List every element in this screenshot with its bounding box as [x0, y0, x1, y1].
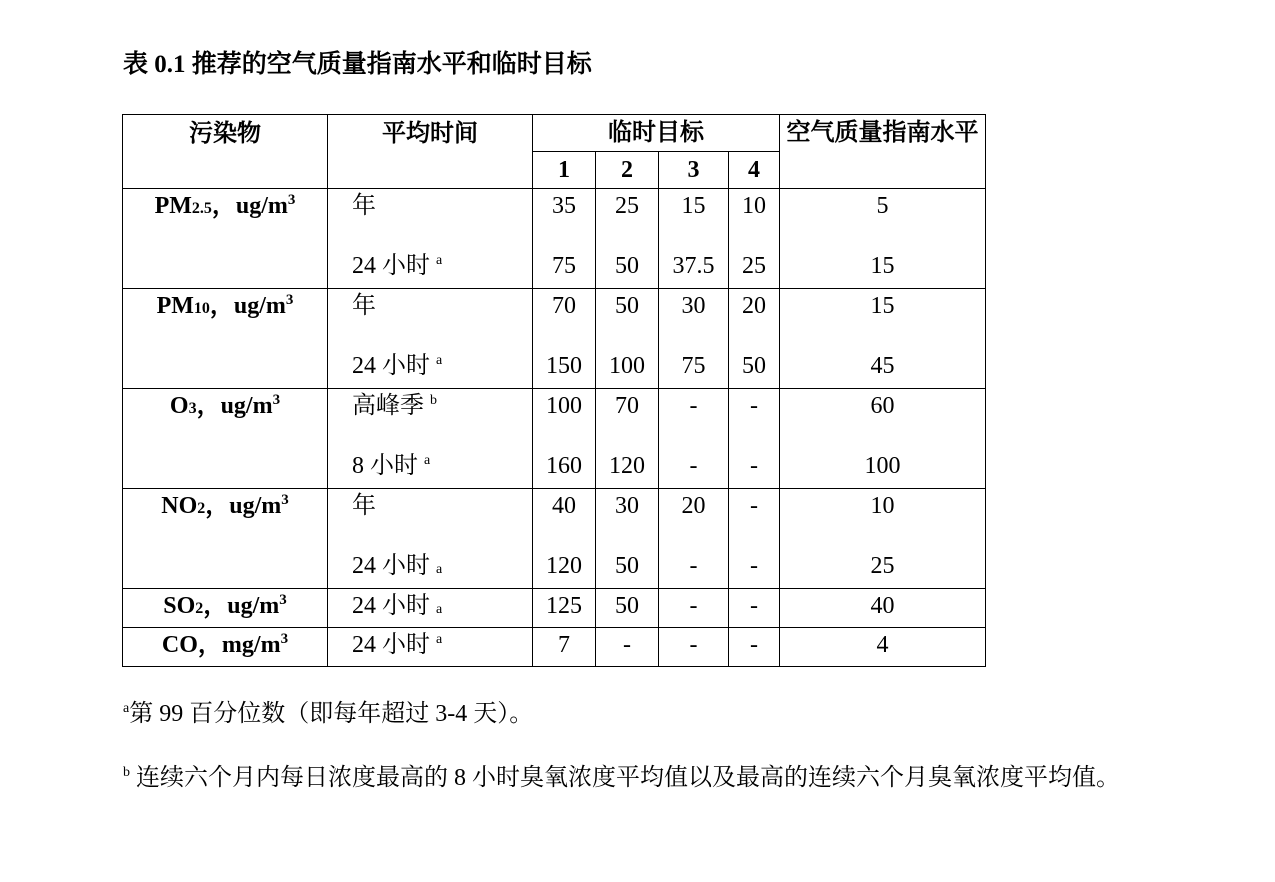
averaging-time-stack: [340, 489, 532, 588]
pollutant-line: [123, 491, 327, 524]
averaging-time-label: 24 小时: [352, 593, 430, 619]
pollutant-line: [123, 291, 327, 324]
value: 20: [681, 493, 706, 519]
header-target-4: 4: [729, 152, 780, 189]
interim-target-1-cell: [533, 189, 596, 289]
footnote-ref: a: [436, 562, 443, 577]
pollutant-unit: ，ug/m: [211, 193, 288, 219]
value: 15: [681, 193, 706, 219]
value-stack: [729, 289, 779, 388]
averaging-time-cell: [328, 628, 533, 667]
value: 10: [870, 493, 895, 519]
value-stack: [780, 289, 985, 388]
interim-target-3-cell: [659, 189, 729, 289]
averaging-time-label: 8 小时: [352, 453, 418, 479]
value-stack: [659, 389, 728, 488]
interim-target-3-cell: [659, 389, 729, 489]
averaging-time-label: 高峰季: [352, 393, 424, 419]
value-stack: [729, 628, 779, 666]
value: 50: [615, 553, 639, 579]
pollutant-cell: [123, 189, 328, 289]
table-row: [123, 628, 986, 667]
averaging-time-stack: [340, 289, 532, 388]
pollutant-cell: [123, 589, 328, 628]
averaging-time-line: [352, 591, 532, 625]
header-target-3: 3: [659, 152, 729, 189]
value: 70: [552, 293, 576, 319]
aqg-level-cell: [780, 628, 986, 667]
value-stack: [533, 489, 595, 588]
value: -: [689, 553, 698, 579]
interim-target-4-cell: [729, 389, 780, 489]
value-stack: [729, 489, 779, 588]
averaging-time-cell: [328, 489, 533, 589]
value-stack: [780, 189, 985, 288]
pollutant-subscript: 2: [197, 500, 206, 517]
air-quality-table: [122, 114, 986, 667]
pollutant-label: [123, 289, 327, 388]
table-row: [123, 589, 986, 628]
value: 50: [742, 353, 766, 379]
interim-target-1-cell: [533, 489, 596, 589]
averaging-time-line: [352, 251, 532, 281]
interim-target-4-cell: [729, 189, 780, 289]
interim-target-4-cell: [729, 589, 780, 628]
pollutant-line: [123, 591, 327, 624]
value: 10: [742, 193, 766, 219]
table-row: [123, 189, 986, 289]
value: 50: [615, 293, 639, 319]
footnote-a: [123, 696, 533, 732]
value: 150: [546, 353, 582, 379]
averaging-time-stack: [340, 189, 532, 288]
value: -: [750, 632, 758, 658]
value: 45: [870, 353, 895, 379]
value: 30: [681, 293, 706, 319]
value-stack: [659, 489, 728, 588]
pollutant-unit-exponent: 3: [272, 392, 281, 408]
averaging-time-label: 年: [352, 293, 376, 319]
value: 20: [742, 293, 766, 319]
header-target-2: 2: [596, 152, 659, 189]
value: 100: [609, 353, 645, 379]
value-stack: [596, 589, 658, 627]
averaging-time-line: [352, 291, 532, 321]
averaging-time-line: [352, 551, 532, 585]
interim-target-4-cell: [729, 628, 780, 667]
value-stack: [596, 289, 658, 388]
value-stack: [729, 589, 779, 627]
pollutant-subscript: 3: [188, 400, 197, 417]
value: 50: [615, 593, 639, 619]
pollutant-unit: ，ug/m: [203, 593, 280, 619]
interim-target-2-cell: [596, 589, 659, 628]
value-stack: [780, 589, 985, 627]
pollutant-line: [123, 391, 327, 424]
pollutant-cell: [123, 628, 328, 667]
aqg-level-cell: [780, 589, 986, 628]
table-body: [123, 189, 986, 667]
value-stack: [659, 289, 728, 388]
pollutant-unit: ，mg/m: [197, 632, 281, 658]
value-stack: [659, 189, 728, 288]
value: -: [689, 632, 698, 658]
header-target-1: 1: [533, 152, 596, 189]
value: 70: [615, 393, 639, 419]
value-stack: [596, 189, 658, 288]
value: 25: [870, 553, 895, 579]
pollutant-label: [123, 589, 327, 627]
footnote-ref: a: [436, 253, 443, 268]
pollutant-unit-exponent: 3: [279, 592, 287, 608]
interim-target-2-cell: [596, 389, 659, 489]
averaging-time-line: [352, 630, 532, 660]
value-stack: [780, 389, 985, 488]
value: -: [623, 632, 631, 658]
value-stack: [533, 189, 595, 288]
value-stack: [533, 589, 595, 627]
footnote-mark-a: a: [123, 701, 130, 716]
value: 120: [546, 553, 582, 579]
pollutant-label: [123, 628, 327, 666]
averaging-time-cell: [328, 189, 533, 289]
pollutant-subscript: 10: [193, 300, 210, 317]
value-stack: [533, 389, 595, 488]
pollutant-line: [123, 630, 327, 663]
footnote-ref: a: [436, 632, 443, 647]
pollutant-cell: [123, 389, 328, 489]
value: 25: [742, 253, 766, 279]
value: 7: [558, 632, 570, 658]
value-stack: [729, 189, 779, 288]
interim-target-1-cell: [533, 628, 596, 667]
value: 15: [870, 253, 895, 279]
averaging-time-cell: [328, 289, 533, 389]
averaging-time-label: 24 小时: [352, 632, 430, 658]
header-aqg-level: 空气质量指南水平: [780, 115, 986, 189]
pollutant-unit-exponent: 3: [281, 492, 289, 508]
pollutant-cell: [123, 489, 328, 589]
averaging-time-cell: [328, 589, 533, 628]
table-row: [123, 489, 986, 589]
value-stack: [659, 589, 728, 627]
value: -: [750, 393, 758, 419]
interim-target-4-cell: [729, 289, 780, 389]
averaging-time-line: [352, 451, 532, 481]
value-stack: [780, 489, 985, 588]
interim-target-3-cell: [659, 289, 729, 389]
averaging-time-stack: [340, 389, 532, 488]
value: -: [750, 593, 758, 619]
value: 35: [552, 193, 576, 219]
pollutant-label: [123, 189, 327, 288]
averaging-time-label: 24 小时: [352, 553, 430, 579]
interim-target-3-cell: [659, 589, 729, 628]
averaging-time-line: [352, 351, 532, 381]
value: -: [750, 493, 758, 519]
value-stack: [659, 628, 728, 666]
footnote-ref: a: [424, 453, 431, 468]
value: 4: [876, 632, 889, 658]
pollutant-name: PM: [156, 293, 194, 319]
pollutant-name: PM: [154, 193, 192, 219]
averaging-time-line: [352, 191, 532, 221]
averaging-time-stack: [340, 628, 532, 666]
pollutant-unit-exponent: 3: [280, 631, 289, 647]
interim-target-3-cell: [659, 628, 729, 667]
value: 60: [870, 393, 895, 419]
pollutant-line: [123, 191, 327, 224]
value: 100: [546, 393, 582, 419]
value: 25: [615, 193, 639, 219]
value-stack: [780, 628, 985, 666]
value: 5: [876, 193, 889, 219]
aqg-level-cell: [780, 389, 986, 489]
header-interim-targets: 临时目标: [533, 115, 780, 152]
value-stack: [533, 628, 595, 666]
interim-target-2-cell: [596, 289, 659, 389]
value: 37.5: [672, 253, 715, 279]
footnote-b-text: 连续六个月内每日浓度最高的 8 小时臭氧浓度平均值以及最高的连续六个月臭氧浓度平均值。: [136, 765, 1120, 791]
value-stack: [533, 289, 595, 388]
interim-target-1-cell: [533, 289, 596, 389]
footnote-b: [123, 760, 1153, 796]
footnote-mark-b: b: [123, 765, 130, 780]
aqg-level-cell: [780, 489, 986, 589]
header-pollutant: 污染物: [123, 115, 328, 189]
pollutant-subscript: 2: [195, 600, 204, 617]
averaging-time-label: 24 小时: [352, 353, 430, 379]
value-stack: [729, 389, 779, 488]
table-title: 表 0.1 推荐的空气质量指南水平和临时目标: [123, 51, 592, 78]
value: 40: [870, 593, 895, 619]
pollutant-subscript: 2.5: [191, 200, 212, 217]
value: -: [689, 393, 698, 419]
aqg-level-cell: [780, 189, 986, 289]
pollutant-name: CO: [161, 632, 198, 658]
interim-target-4-cell: [729, 489, 780, 589]
value: 120: [609, 453, 645, 479]
footnote-ref: a: [436, 602, 443, 617]
table-row: [123, 289, 986, 389]
pollutant-name: O: [169, 393, 189, 419]
value: -: [689, 453, 698, 479]
pollutant-unit: ，ug/m: [209, 293, 286, 319]
value: 50: [615, 253, 639, 279]
interim-target-1-cell: [533, 589, 596, 628]
averaging-time-stack: [340, 589, 532, 627]
averaging-time-line: [352, 391, 532, 421]
value-stack: [596, 628, 658, 666]
interim-target-1-cell: [533, 389, 596, 489]
pollutant-name: NO: [161, 493, 198, 519]
pollutant-label: [123, 489, 327, 588]
pollutant-label: [123, 389, 327, 488]
interim-target-2-cell: [596, 628, 659, 667]
interim-target-3-cell: [659, 489, 729, 589]
value: 40: [552, 493, 576, 519]
value-stack: [596, 389, 658, 488]
averaging-time-cell: [328, 389, 533, 489]
footnote-a-text: 第 99 百分位数（即每年超过 3-4 天）。: [129, 701, 534, 727]
value: 160: [546, 453, 582, 479]
value: 75: [552, 253, 576, 279]
footnote-ref: a: [436, 353, 443, 368]
value-stack: [596, 489, 658, 588]
averaging-time-line: [352, 491, 532, 521]
value: 125: [546, 593, 582, 619]
pollutant-unit-exponent: 3: [285, 292, 294, 308]
value: 15: [870, 293, 895, 319]
pollutant-unit-exponent: 3: [287, 192, 296, 208]
averaging-time-label: 年: [352, 193, 376, 219]
value: -: [750, 453, 758, 479]
value: 30: [615, 493, 639, 519]
averaging-time-label: 年: [352, 493, 376, 519]
value: 75: [681, 353, 706, 379]
value: -: [750, 553, 758, 579]
pollutant-cell: [123, 289, 328, 389]
header-averaging-time: 平均时间: [328, 115, 533, 189]
interim-target-2-cell: [596, 189, 659, 289]
value: 100: [864, 453, 901, 479]
footnote-ref: b: [430, 393, 437, 408]
pollutant-name: SO: [163, 593, 196, 619]
pollutant-unit: ，ug/m: [205, 493, 282, 519]
value: -: [689, 593, 698, 619]
pollutant-unit: ，ug/m: [196, 393, 273, 419]
averaging-time-label: 24 小时: [352, 253, 430, 279]
table-row: [123, 389, 986, 489]
interim-target-2-cell: [596, 489, 659, 589]
aqg-level-cell: [780, 289, 986, 389]
